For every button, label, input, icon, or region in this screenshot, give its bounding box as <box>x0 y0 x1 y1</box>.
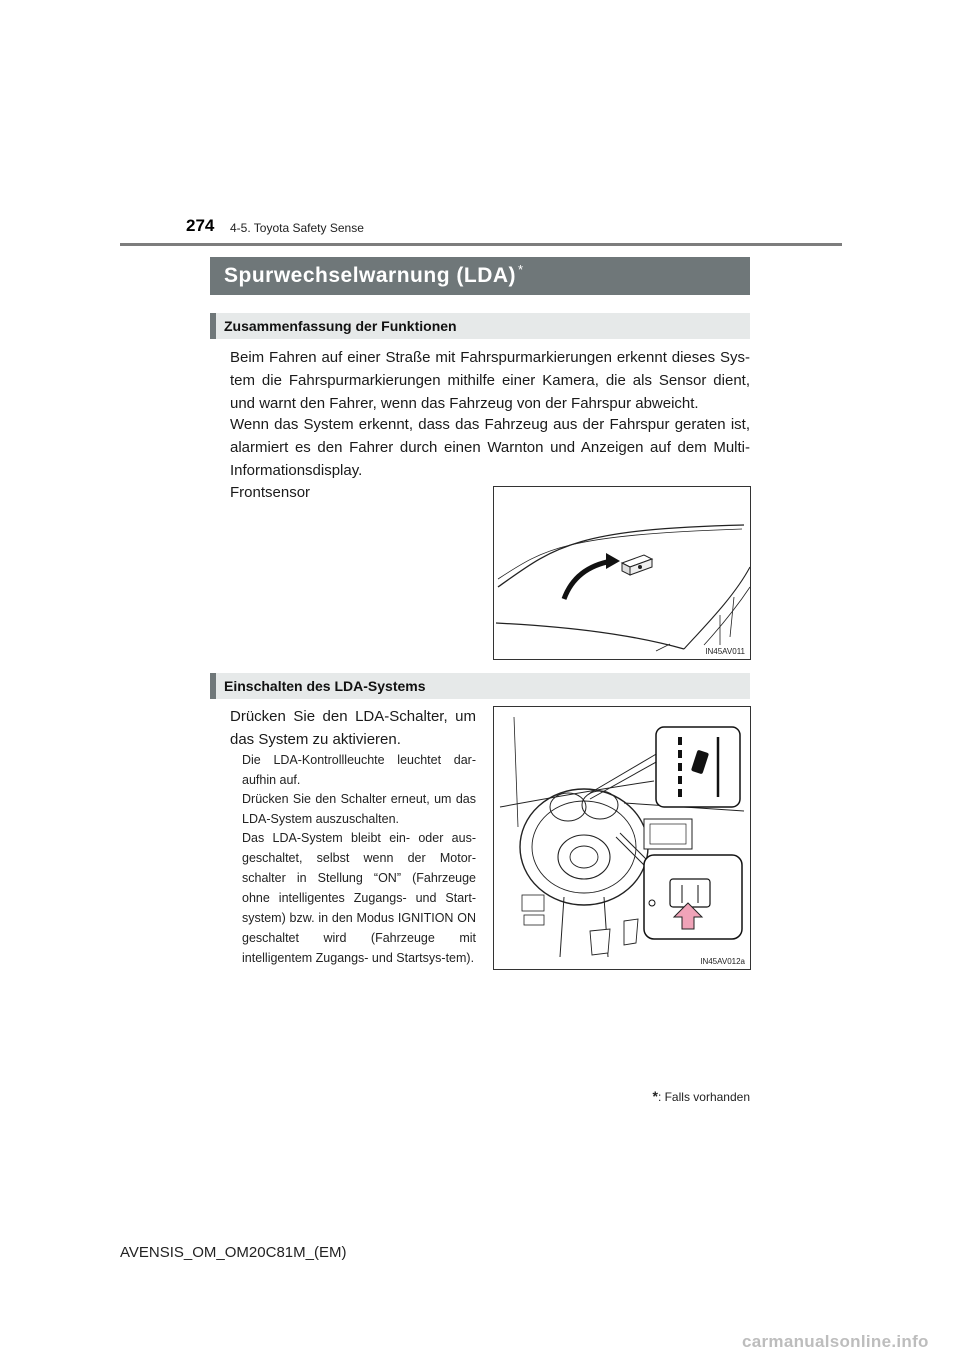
activation-instruction: Drücken Sie den LDA-Schalter, um das System zu aktivieren. <box>230 708 476 748</box>
figure-label-front-sensor: Frontsensor <box>230 484 311 501</box>
page-title-text: Spurwechselwarnung (LDA) <box>224 264 517 287</box>
activation-note-3: Das LDA-System bleibt ein- oder aus-geschaltet, selbst wenn der Motor-schalter in Stellung “ON” (Fahrzeuge ohne intelligentes Zugangs- und Start-system) bzw. in den Modus IGNITION ON geschaltet wird (Fahrzeuge mit intelligentem Zugangs- und Startsys-tem). <box>242 831 476 965</box>
section-heading-overview <box>210 313 750 339</box>
lda-switch-illustration <box>493 706 751 970</box>
windshield-sensor-drawing <box>494 487 750 659</box>
section-heading-text: Zusammenfassung der Funktionen <box>224 318 457 334</box>
heading-marker <box>210 673 216 699</box>
camera-sensor-icon <box>622 555 652 575</box>
page-number: 274 <box>186 216 215 235</box>
heading-marker <box>210 313 216 339</box>
footnote-text: : Falls vorhanden <box>657 1090 750 1104</box>
watermark: carmanualsonline.info <box>742 1332 929 1351</box>
title-asterisk: * <box>518 262 524 277</box>
overview-paragraph-1: Beim Fahren auf einer Straße mit Fahrspurmarkierungen erkennt dieses Sys-tem die Fahrspurmarkierungen mithilfe einer Kamera, die als Sensor dient, und warnt den Fahrer, wenn das Fahrzeug von der Fahrspur abweicht. <box>230 349 750 412</box>
figure-code: IN45AV012a <box>700 957 745 966</box>
activation-note-2: Drücken Sie den Schalter erneut, um das LDA-System auszuschalten. <box>242 792 476 826</box>
front-sensor-illustration <box>493 486 751 660</box>
section-breadcrumb: 4-5. Toyota Safety Sense <box>230 221 364 235</box>
section-heading-activation <box>210 673 750 699</box>
activation-note-1: Die LDA-Kontrollleuchte leuchtet dar-aufhin auf. <box>242 753 476 787</box>
lda-indicator-icon <box>656 727 740 807</box>
overview-paragraph-2: Wenn das System erkennt, dass das Fahrzeug aus der Fahrspur geraten ist, alarmiert es den Fahrer durch einen Warnton und Anzeigen auf dem Multi-Informationsdisplay. <box>230 416 750 479</box>
dashboard-drawing <box>494 707 750 969</box>
section-heading-text: Einschalten des LDA-Systems <box>224 678 426 694</box>
lda-switch-icon <box>644 855 742 939</box>
document-code: AVENSIS_OM_OM20C81M_(EM) <box>120 1244 347 1261</box>
footnote-asterisk: * <box>652 1088 658 1104</box>
footnote <box>620 1088 750 1104</box>
figure-code: IN45AV011 <box>705 647 745 656</box>
header-divider <box>120 243 842 246</box>
page-title-bar <box>210 257 750 295</box>
page-title <box>224 264 524 288</box>
